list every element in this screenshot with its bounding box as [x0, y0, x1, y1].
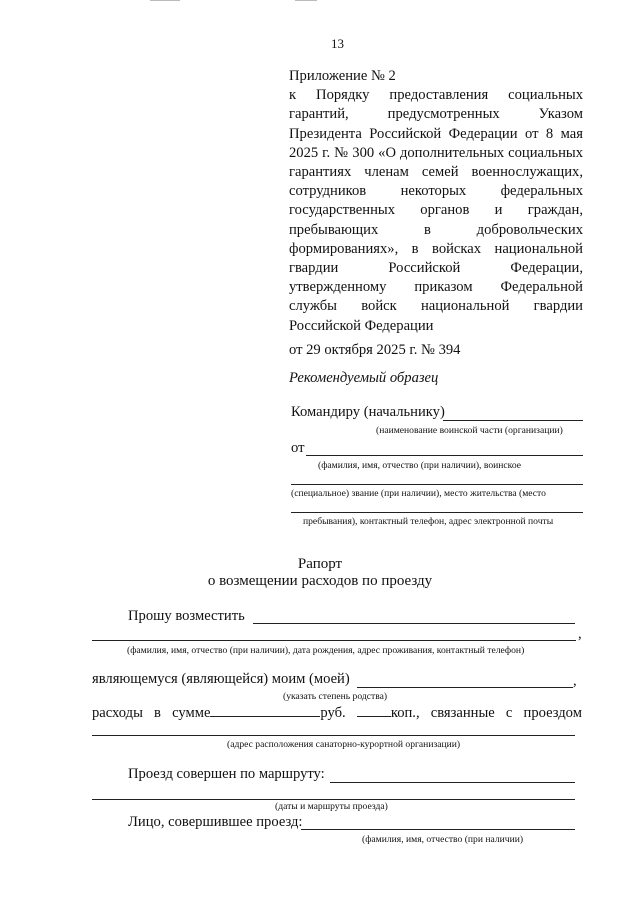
expenses-word: расходы [92, 705, 143, 721]
addressee-from-line[interactable] [306, 455, 583, 456]
traveler-line[interactable] [301, 829, 575, 830]
rub-label: руб. [320, 705, 346, 721]
relation-caption: (указать степень родства) [283, 691, 388, 702]
in-word: в [154, 705, 161, 721]
sum-line[interactable] [210, 704, 320, 717]
linked-word: связанные [430, 705, 495, 721]
kop-line[interactable] [357, 704, 391, 717]
addressee-from-label: от [291, 440, 305, 456]
route-caption: (даты и маршруты проезда) [275, 801, 388, 812]
route-line[interactable] [330, 782, 575, 783]
relation-label: являющемуся (являющейся) моим (моей) [92, 671, 350, 687]
scan-mark [150, 0, 180, 1]
addressee-from-caption-1: (фамилия, имя, отчество (при наличии), воинское [318, 460, 521, 471]
with-word: с [505, 705, 513, 721]
appendix-text: к Порядку предоставления социальных гарантий, предусмотренных Указом Президента Российской Федерации от 8 мая 2025 г. № 300 «О дополнительных социальных гарантиях членам семей военнослужащих, сотрудников некоторых федеральных государственных органов и граждан, пребывающих в добровольческих формированиях», в войсках национальной гвардии Российской Федерации, утвержденному приказом Федеральной службы войск национальной гвардии Российской Федерации [289, 87, 583, 334]
addressee-to-line[interactable] [443, 420, 583, 421]
addressee-from-caption-2: (специальное) звание (при наличии), место жительства (место [291, 488, 546, 499]
traveler-label: Лицо, совершившее проезд: [128, 814, 303, 830]
addressee-line-2[interactable] [291, 484, 583, 485]
route-line-2[interactable] [92, 799, 575, 800]
report-subtitle: о возмещении расходов по проезду [207, 573, 433, 589]
reimburse-comma: , [578, 626, 582, 642]
addressee-to-caption: (наименование воинской части (организации) [376, 425, 563, 436]
sanatorium-caption: (адрес расположения санаторно-курортной организации) [227, 739, 461, 750]
report-title: Рапорт [297, 556, 343, 572]
reimburse-label: Прошу возместить [128, 608, 245, 624]
travel-word: проездом [523, 705, 582, 721]
sum-word: сумме [172, 705, 211, 721]
expenses-row [92, 704, 582, 722]
traveler-caption: (фамилия, имя, отчество (при наличии) [362, 834, 524, 845]
sample-note: Рекомендуемый образец [289, 370, 439, 386]
relation-comma: , [573, 673, 577, 689]
appendix-order-date: от 29 октября 2025 г. № 394 [289, 341, 461, 358]
relation-line[interactable] [357, 687, 573, 688]
route-label: Проезд совершен по маршруту: [128, 766, 325, 782]
reimburse-line-2[interactable] [92, 640, 576, 641]
scan-mark [295, 0, 317, 1]
sanatorium-line[interactable] [92, 735, 575, 736]
appendix-block [289, 67, 583, 360]
page-number: 13 [331, 36, 344, 51]
addressee-from-caption-3: пребывания), контактный телефон, адрес электронной почты [303, 516, 554, 527]
reimburse-caption: (фамилия, имя, отчество (при наличии), дата рождения, адрес проживания, контактный телефон) [127, 645, 525, 656]
kop-label: коп., [390, 705, 420, 721]
reimburse-line[interactable] [253, 623, 575, 624]
addressee-to-label: Командиру (начальнику) [291, 404, 445, 420]
addressee-line-3[interactable] [291, 512, 583, 513]
appendix-title: Приложение № 2 [289, 68, 396, 84]
